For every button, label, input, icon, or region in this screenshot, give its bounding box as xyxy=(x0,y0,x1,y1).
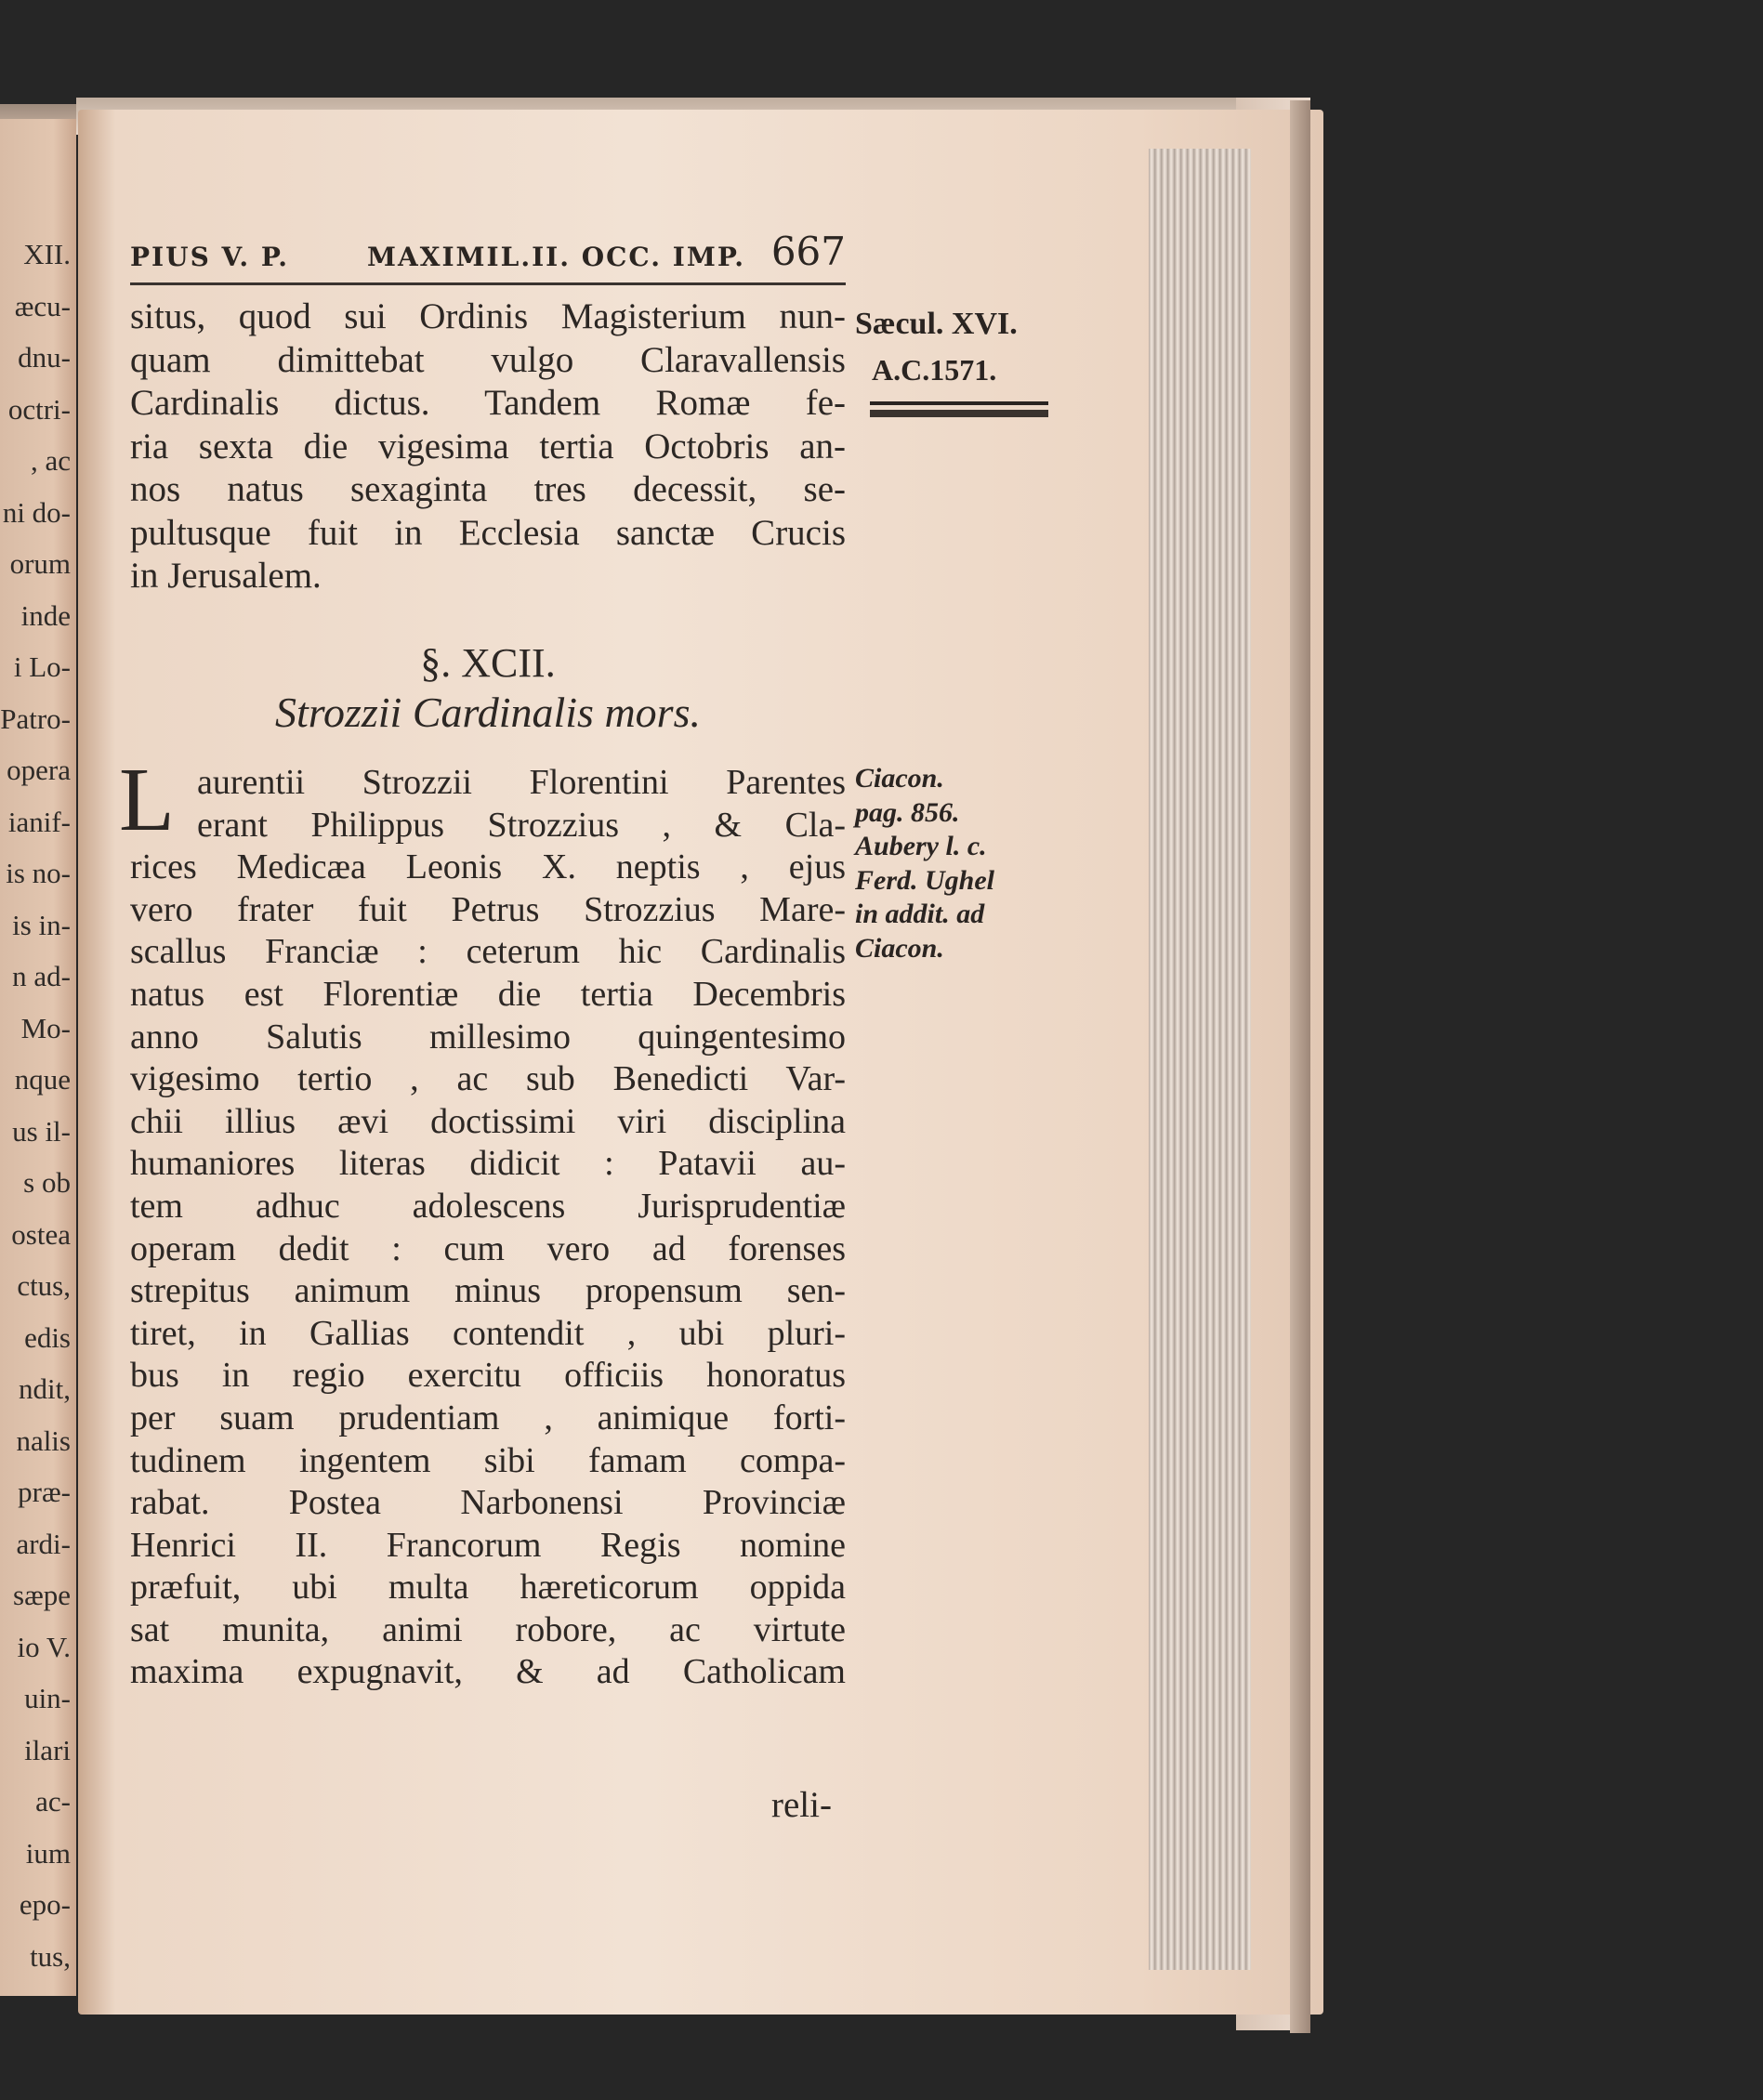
margin-reference: Ferd. Ughel xyxy=(855,864,994,896)
margin-reference: Aubery l. c. xyxy=(855,831,987,861)
text-line: erant Philippus Strozzius , & Cla- xyxy=(197,805,846,845)
text-line: tiret, in Gallias contendit , ubi pluri- xyxy=(130,1313,846,1353)
facing-page-text: ndit, xyxy=(19,1372,71,1405)
text-line: ria sexta die vigesima tertia Octobris an- xyxy=(130,426,846,466)
facing-page-text: Patro- xyxy=(0,702,71,735)
facing-page-text: is no- xyxy=(6,857,71,889)
facing-page-text: io V. xyxy=(17,1630,71,1663)
text-line: strepitus animum minus propensum sen- xyxy=(130,1271,846,1311)
facing-page-text: opera xyxy=(7,754,71,786)
facing-page-text: octri- xyxy=(7,392,71,426)
text-line: præfuit, ubi multa hæreticorum oppida xyxy=(130,1568,846,1608)
text-line: quam dimittebat vulgo Claravallensis xyxy=(130,339,846,380)
margin-reference: Ciacon. xyxy=(855,763,944,794)
facing-page-text: Mo- xyxy=(20,1011,71,1044)
text-line: bus in regio exercitu officiis honoratus xyxy=(130,1356,846,1396)
drop-cap: L xyxy=(119,750,175,850)
text-line: anno Salutis millesimo quingentesimo xyxy=(130,1017,846,1057)
margin-seculum: Sæcul. XVI. xyxy=(855,307,1018,341)
text-line: situs, quod sui Ordinis Magisterium nun- xyxy=(130,296,846,336)
facing-page-text: ac- xyxy=(35,1785,71,1818)
text-line: natus est Florentiæ die tertia Decembris xyxy=(130,974,846,1014)
margin-reference: in addit. ad xyxy=(855,899,985,929)
facing-page-text: ctus, xyxy=(17,1269,71,1302)
text-line: rabat. Postea Narbonensi Provinciæ xyxy=(130,1483,846,1523)
text-line: vero frater fuit Petrus Strozzius Mare- xyxy=(130,889,846,929)
facing-page-text: præ- xyxy=(18,1476,71,1508)
text-line: Cardinalis dictus. Tandem Romæ fe- xyxy=(130,383,846,423)
text-line: pultusque fuit in Ecclesia sanctæ Crucis xyxy=(130,512,846,553)
text-line: tudinem ingentem sibi famam compa- xyxy=(130,1440,846,1480)
facing-page-text: s ob xyxy=(23,1166,71,1199)
facing-page-text: i Lo- xyxy=(13,650,71,683)
text-line: vigesimo tertio , ac sub Benedicti Var- xyxy=(130,1059,846,1099)
catchword: reli- xyxy=(771,1785,832,1825)
facing-page-text: ianif- xyxy=(7,805,71,838)
facing-page-fragment xyxy=(0,119,76,1996)
paragraph-2 xyxy=(130,762,846,1694)
facing-page-text: ostea xyxy=(11,1217,71,1251)
section-number: §. XCII. xyxy=(420,640,556,686)
facing-page-text: æcu- xyxy=(14,289,71,322)
facing-page-text: is in- xyxy=(12,908,71,941)
facing-page-text: orum xyxy=(9,547,71,580)
facing-page-text: XII. xyxy=(23,238,71,270)
text-line: chii illius ævi doctissimi viri disciplina xyxy=(130,1101,846,1141)
paragraph-1 xyxy=(130,295,846,598)
facing-page-text: uin- xyxy=(24,1682,71,1714)
facing-page-text: nque xyxy=(14,1063,71,1096)
running-head-left: PIUS V. P. xyxy=(130,242,290,272)
text-line: rices Medicæa Leonis X. neptis , ejus xyxy=(130,847,846,887)
text-line: nos natus sexaginta tres decessit, se- xyxy=(130,469,846,509)
facing-page-text: nalis xyxy=(16,1424,71,1457)
text-line: tem adhuc adolescens Jurisprudentiæ xyxy=(130,1186,846,1226)
margin-rule xyxy=(870,401,1048,405)
facing-page-text: ium xyxy=(25,1836,71,1870)
text-line: sat munita, animi robore, ac virtute xyxy=(130,1609,846,1649)
facing-page-text: us il- xyxy=(12,1114,71,1148)
margin-anno: A.C.1571. xyxy=(872,353,997,387)
facing-page-text: dnu- xyxy=(18,341,71,374)
text-line: maxima expugnavit, & ad Catholicam xyxy=(130,1652,846,1692)
page-edges xyxy=(1149,149,1251,1970)
text-line: per suam prudentiam , animique forti- xyxy=(130,1398,846,1437)
margin-reference: Ciacon. xyxy=(855,932,944,964)
facing-page-text: ilari xyxy=(24,1733,71,1766)
text-line: aurentii Strozzii Florentini Parentes xyxy=(197,763,846,802)
page-number: 667 xyxy=(770,229,846,274)
facing-page-text: ni do- xyxy=(2,495,71,529)
facing-page-text: epo- xyxy=(19,1888,71,1921)
cover-edge xyxy=(1290,100,1310,2033)
running-head xyxy=(130,229,846,284)
facing-page-text: n ad- xyxy=(12,960,71,992)
text-line: scallus Franciæ : ceterum hic Cardinalis xyxy=(130,932,846,972)
facing-page-text: tus, xyxy=(30,1939,71,1973)
facing-page-text: ardi- xyxy=(16,1527,71,1560)
facing-page-text: edis xyxy=(24,1320,71,1354)
header-rule xyxy=(130,282,846,285)
running-head-middle: MAXIMIL.II. OCC. IMP. xyxy=(367,242,745,272)
text-line: in Jerusalem. xyxy=(130,556,322,596)
text-line: operam dedit : cum vero ad forenses xyxy=(130,1228,846,1268)
facing-page-text: , ac xyxy=(30,444,71,477)
margin-rule-thick xyxy=(870,410,1048,417)
section-title: Strozzii Cardinalis mors. xyxy=(275,689,701,736)
margin-references xyxy=(855,762,1059,965)
facing-page-text: inde xyxy=(20,598,71,632)
facing-page-text: sæpe xyxy=(13,1579,71,1611)
margin-reference: pag. 856. xyxy=(855,796,960,828)
text-line: humaniores literas didicit : Patavii au- xyxy=(130,1144,846,1184)
text-line: Henrici II. Francorum Regis nomine xyxy=(130,1525,846,1565)
